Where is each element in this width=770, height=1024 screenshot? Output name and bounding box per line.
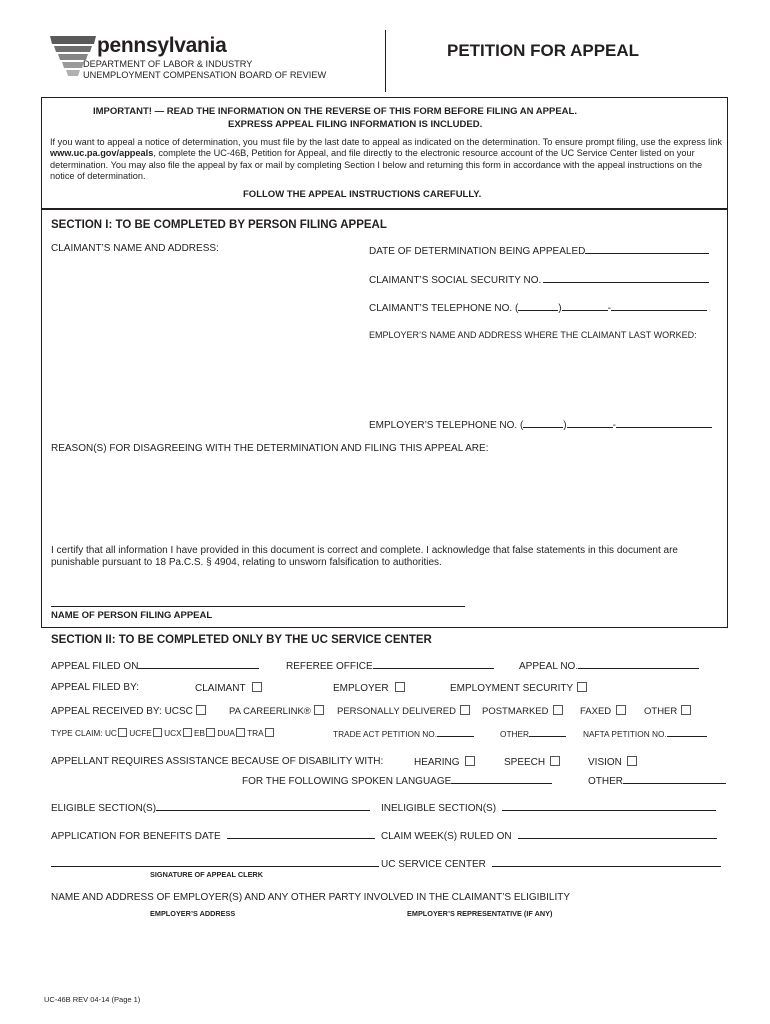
page-title: PETITION FOR APPEAL xyxy=(447,41,640,60)
vision-label: VISION xyxy=(588,757,622,768)
pa-careerlink-option xyxy=(229,705,324,717)
trade-act-field[interactable] xyxy=(437,728,474,737)
appeals-link[interactable]: www.uc.pa.gov/appeals xyxy=(50,148,154,159)
hearing-checkbox[interactable] xyxy=(465,756,475,766)
other-received-checkbox[interactable] xyxy=(681,705,691,715)
app-date-row xyxy=(51,828,375,842)
ucx-label: UCX xyxy=(164,728,182,738)
employer-tel-area[interactable] xyxy=(523,417,563,428)
employer-name-label: EMPLOYER’S NAME AND ADDRESS WHERE THE CLAIMANT LAST WORKED: xyxy=(369,330,697,340)
spoken-language-row xyxy=(242,773,552,787)
signature-clerk-label: SIGNATURE OF APPEAL CLERK xyxy=(150,870,263,879)
speech-option xyxy=(504,756,560,768)
appeal-no-row xyxy=(519,658,699,672)
speech-checkbox[interactable] xyxy=(550,756,560,766)
claimant-option-label: CLAIMANT xyxy=(195,683,246,694)
employer-tel-row xyxy=(369,417,712,431)
important-line-1: IMPORTANT! — READ THE INFORMATION ON THE REVERSE OF THIS FORM BEFORE FILING AN APPEAL. xyxy=(93,106,577,117)
other-type-field[interactable] xyxy=(529,728,566,737)
appeal-filed-on-field[interactable] xyxy=(138,658,259,669)
claimant-tel-prefix[interactable] xyxy=(562,300,608,311)
app-date-label: APPLICATION FOR BENEFITS DATE xyxy=(51,831,221,842)
section2-heading: SECTION II: TO BE COMPLETED ONLY BY THE UC SERVICE CENTER xyxy=(51,634,432,646)
appeal-filed-by-label: APPEAL FILED BY: xyxy=(51,682,140,693)
eligible-field[interactable] xyxy=(156,800,370,811)
other-type-label: OTHER xyxy=(500,729,530,739)
nafta-label: NAFTA PETITION NO. xyxy=(583,729,667,739)
certification-text: I certify that all information I have provided in this document is correct and complete. I acknowledge that false statements in this document are punishable pursuant to 18 Pa.C.S. § 4904, relating to unsworn falsification to authorities. xyxy=(51,545,678,569)
ucfe-checkbox[interactable] xyxy=(153,728,162,737)
tra-checkbox[interactable] xyxy=(265,728,274,737)
trade-act-row xyxy=(333,728,474,739)
appeal-filed-on-row xyxy=(51,658,259,672)
uc-service-center-label: UC SERVICE CENTER xyxy=(381,859,486,870)
personally-delivered-option xyxy=(337,705,470,717)
ssn-label: CLAIMANT’S SOCIAL SECURITY NO. xyxy=(369,275,542,286)
vision-option xyxy=(588,756,637,768)
eligible-row xyxy=(51,800,370,814)
trade-act-label: TRADE ACT PETITION NO. xyxy=(333,729,438,739)
faxed-checkbox[interactable] xyxy=(616,705,626,715)
claimant-name-label: CLAIMANT’S NAME AND ADDRESS: xyxy=(51,243,219,254)
disability-label: APPELLANT REQUIRES ASSISTANCE BECAUSE OF DISABILITY WITH: xyxy=(51,756,384,767)
important-line-2: EXPRESS APPEAL FILING INFORMATION IS INCLUDED. xyxy=(228,119,483,130)
header-divider xyxy=(385,30,386,92)
ssn-field[interactable] xyxy=(543,272,709,283)
other-disability-row xyxy=(588,773,726,787)
follow-instructions: FOLLOW THE APPEAL INSTRUCTIONS CAREFULLY. xyxy=(243,189,482,200)
ineligible-label: INELIGIBLE SECTION(S) xyxy=(381,803,497,814)
postmarked-label: POSTMARKED xyxy=(482,706,549,717)
faxed-label: FAXED xyxy=(580,706,612,717)
claimant-tel-dash: - xyxy=(607,303,611,314)
hearing-label: HEARING xyxy=(414,757,460,768)
referee-office-row xyxy=(286,658,494,672)
claim-weeks-label: CLAIM WEEK(S) RULED ON xyxy=(381,831,512,842)
other-received-label: OTHER xyxy=(644,706,678,717)
employer-tel-prefix[interactable] xyxy=(567,417,613,428)
notice-paragraph xyxy=(50,137,722,183)
name-filing-label: NAME OF PERSON FILING APPEAL xyxy=(51,610,213,621)
uc-checkbox[interactable] xyxy=(118,728,127,737)
nafta-row xyxy=(583,728,707,739)
ineligible-field[interactable] xyxy=(502,800,716,811)
spoken-language-label: FOR THE FOLLOWING SPOKEN LANGUAGE xyxy=(242,776,452,787)
ucfe-label: UCFE xyxy=(129,728,152,738)
type-claim-row xyxy=(51,728,274,738)
ucsc-option xyxy=(51,705,206,717)
date-determination-field[interactable] xyxy=(585,243,709,254)
uc-service-center-field[interactable] xyxy=(492,856,721,867)
claimant-tel-paren: ) xyxy=(558,303,562,314)
app-date-field[interactable] xyxy=(227,828,375,839)
reasons-label: REASON(S) FOR DISAGREEING WITH THE DETERMINATION AND FILING THIS APPEAL ARE: xyxy=(51,443,489,454)
hearing-option xyxy=(414,756,475,768)
eligible-label: ELIGIBLE SECTION(S) xyxy=(51,803,157,814)
date-determination-row xyxy=(369,243,709,257)
claim-weeks-field[interactable] xyxy=(518,828,717,839)
section1-heading: SECTION I: TO BE COMPLETED BY PERSON FILING APPEAL xyxy=(51,219,387,231)
dua-checkbox[interactable] xyxy=(236,728,245,737)
claim-weeks-row xyxy=(381,828,717,842)
employment-security-label: EMPLOYMENT SECURITY xyxy=(450,683,574,694)
postmarked-option xyxy=(482,705,563,717)
spoken-language-field[interactable] xyxy=(451,773,552,784)
ucx-checkbox[interactable] xyxy=(183,728,192,737)
appeal-received-label: APPEAL RECEIVED BY: UCSC xyxy=(51,706,193,717)
employer-option-label: EMPLOYER xyxy=(333,683,389,694)
employment-security-checkbox[interactable] xyxy=(577,682,587,692)
speech-label: SPEECH xyxy=(504,757,546,768)
employer-option xyxy=(333,682,405,694)
form-id: UC-46B REV 04-14 (Page 1) xyxy=(44,995,141,1004)
pa-careerlink-checkbox[interactable] xyxy=(314,705,324,715)
eb-label: EB xyxy=(194,728,206,738)
name-filing-line[interactable] xyxy=(51,606,465,607)
claimant-tel-row xyxy=(369,300,707,314)
referee-office-label: REFEREE OFFICE xyxy=(286,661,373,672)
notice-paragraph-part1: If you want to appeal a notice of determination, you must file by the last date to appeal as indicated on the determination. To ensure prompt filing, use the express link xyxy=(50,137,722,147)
employer-address-label: EMPLOYER’S ADDRESS xyxy=(150,909,236,918)
employer-tel-number[interactable] xyxy=(616,417,712,428)
appeal-no-field[interactable] xyxy=(578,658,699,669)
claimant-tel-number[interactable] xyxy=(611,300,707,311)
name-address-employers-label: NAME AND ADDRESS OF EMPLOYER(S) AND ANY OTHER PARTY INVOLVED IN THE CLAIMANT’S ELIGIBILITY xyxy=(51,892,571,903)
employer-checkbox[interactable] xyxy=(395,682,405,692)
tra-label: TRA xyxy=(247,728,264,738)
ineligible-row xyxy=(381,800,716,814)
appeal-filed-on-label: APPEAL FILED ON xyxy=(51,661,139,672)
ucsc-checkbox[interactable] xyxy=(196,705,206,715)
referee-office-field[interactable] xyxy=(373,658,494,669)
signature-clerk-line[interactable] xyxy=(51,866,379,867)
logo-wordmark: pennsylvania xyxy=(97,34,227,57)
employer-tel-dash: - xyxy=(612,420,616,431)
appeal-no-label: APPEAL NO. xyxy=(519,661,579,672)
employment-security-option xyxy=(450,682,587,694)
employer-rep-label: EMPLOYER’S REPRESENTATIVE (IF ANY) xyxy=(407,909,553,918)
vision-checkbox[interactable] xyxy=(627,756,637,766)
personally-delivered-checkbox[interactable] xyxy=(460,705,470,715)
dua-label: DUA xyxy=(217,728,235,738)
nafta-field[interactable] xyxy=(667,728,707,737)
personally-delivered-label: PERSONALLY DELIVERED xyxy=(337,706,456,717)
type-claim-uc-label: TYPE CLAIM: UC xyxy=(51,728,117,738)
pa-careerlink-label: PA CAREERLINK® xyxy=(229,706,311,717)
postmarked-checkbox[interactable] xyxy=(553,705,563,715)
other-received-option xyxy=(644,705,691,717)
faxed-option xyxy=(580,705,626,717)
notice-paragraph-part2: , complete the UC-46B, Petition for Appeal, and file directly to the electronic resource account of the UC Service Center listed on your determination. You may also file the appeal by fax or mail by completing Section I below and returning this form in accordance with the appeal instructions on the notice of determination. xyxy=(50,148,703,182)
claimant-tel-area[interactable] xyxy=(518,300,558,311)
board-line: UNEMPLOYMENT COMPENSATION BOARD OF REVIEW xyxy=(83,70,327,80)
ssn-row xyxy=(369,272,709,286)
uc-service-center-row xyxy=(381,856,721,870)
claimant-option xyxy=(195,682,262,694)
other-disability-label: OTHER xyxy=(588,776,623,787)
claimant-checkbox[interactable] xyxy=(252,682,262,692)
employer-tel-label: EMPLOYER’S TELEPHONE NO. ( xyxy=(369,420,524,431)
employer-tel-paren: ) xyxy=(563,420,567,431)
claimant-tel-label: CLAIMANT’S TELEPHONE NO. ( xyxy=(369,303,519,314)
eb-checkbox[interactable] xyxy=(206,728,215,737)
other-type-row xyxy=(500,728,566,739)
date-determination-label: DATE OF DETERMINATION BEING APPEALED xyxy=(369,246,586,257)
other-disability-field[interactable] xyxy=(623,773,726,784)
department-line: DEPARTMENT OF LABOR & INDUSTRY xyxy=(83,59,253,69)
